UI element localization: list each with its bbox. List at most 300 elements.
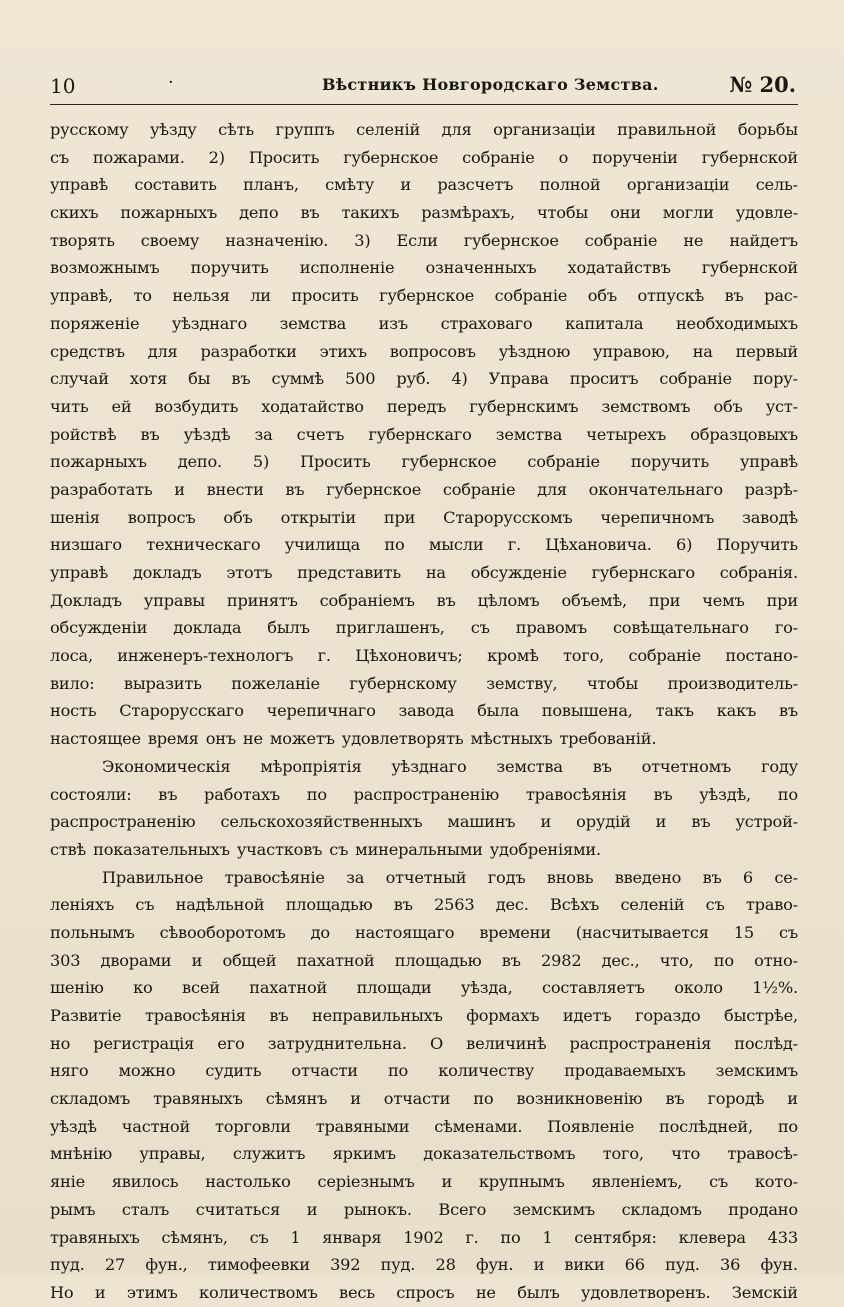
word: земскимъ [512,1199,595,1219]
word: складомъ [621,1199,702,1219]
word: 6) [676,535,693,555]
word: отчетный [385,867,467,887]
text-line [50,282,798,310]
word: объемѣ, [561,590,627,610]
word: уѣздною [498,341,571,361]
word: хотя [129,369,168,389]
word: уѣздѣ [50,1116,97,1136]
word: инженеръ-технологъ [117,646,294,666]
word: случай [50,369,109,389]
text-line [50,1057,798,1085]
word: четырехъ [586,424,667,444]
word: устрой- [735,812,798,832]
word: О [429,1033,444,1053]
word: докладъ [132,563,202,582]
word: составляетъ [542,978,645,998]
word: порученіи [592,147,678,167]
word: количествомъ [199,1282,318,1302]
text-line [50,1113,798,1141]
word: по [500,1227,521,1247]
word: не [683,230,704,250]
word: размѣрахъ, [421,203,516,223]
word: явленіемъ, [591,1172,683,1192]
word: шенію [50,978,104,998]
word: 2563 [434,895,475,915]
word: уст- [765,396,798,416]
word: участковъ [236,839,323,859]
word: возможнымъ [50,258,160,278]
word: ность [50,701,97,721]
word: орудій [576,812,631,832]
word: настоящее [50,729,141,749]
word: просить [291,286,359,306]
word: въ [436,590,456,610]
word: дворами [100,950,172,970]
word: не [475,1282,496,1302]
word: г. [507,535,521,555]
word: 27 [104,1255,126,1275]
word: ствѣ [50,839,87,859]
word: при [383,507,416,527]
word: удовле- [735,203,798,223]
word: отчасти [383,1089,451,1109]
text-line [50,670,798,698]
word: го- [774,618,798,638]
word: организаціи [493,120,596,139]
word: губернское [463,230,559,250]
word: черепичномъ [600,507,715,527]
word: губернской [701,147,798,167]
word: и [306,1199,318,1219]
word: удовлетворять [341,729,464,749]
word: съ [470,618,490,638]
text-line [50,310,798,338]
word: (насчитывается [575,922,709,942]
word: уѣздѣ, [699,784,752,804]
word: неправильныхъ [312,1006,443,1025]
word: управѣ [50,563,109,582]
word: 6 [742,867,754,887]
word: съ [135,895,155,915]
word: нельзя [172,286,230,306]
word: изъ [378,313,408,333]
word: не [242,729,263,749]
word: съ [705,895,725,915]
word: чемъ [702,590,745,610]
word: организаціи [626,175,730,195]
word: какъ [716,701,757,721]
word: уѣзднаго [171,313,248,333]
word: Если [396,230,438,250]
word: пуд. [50,1255,85,1275]
word: фун., [145,1255,188,1275]
word: вики [564,1255,605,1275]
word: Появленіе [547,1116,635,1136]
word: за [254,424,273,444]
word: яркимъ [332,1144,396,1164]
word: кромѣ [487,646,539,666]
word: первый [735,341,798,361]
text-line [50,1002,798,1030]
text-line [50,199,798,227]
word: съ [778,922,798,942]
word: составить [134,175,217,195]
word: губернскаго [591,563,695,582]
word: доклада [173,618,242,638]
text-line [50,891,798,919]
word: группъ [275,120,335,139]
word: при [766,590,798,610]
word: собраніе [584,230,658,250]
word: съ [50,147,69,167]
word: техническаго [146,535,261,555]
word: въ [393,895,413,915]
word: отпускѣ [637,286,705,306]
word: что, [659,950,694,970]
word: Всѣхъ [550,895,600,915]
word: ходатайство [261,396,364,416]
word: былъ [517,1282,560,1302]
word: повышена, [541,701,633,721]
word: обсужденіи [50,618,148,638]
word: о [558,147,569,167]
word: при [648,590,681,610]
word: сѣменами. [434,1116,523,1136]
word: 1½%. [752,978,798,998]
word: завода [398,701,455,721]
word: передъ [386,396,447,416]
word: въ [269,1006,289,1025]
word: работахъ [204,784,280,804]
word: объ [223,507,253,527]
word: Цѣхоновичъ; [355,646,463,666]
word: ли [250,286,271,306]
word: лоса, [50,646,93,666]
text-line [50,808,798,836]
word: собранія. [719,563,798,582]
word: депо. [177,452,222,472]
word: количеству [438,1061,535,1081]
word: былъ [267,618,310,638]
word: русскому [50,120,129,139]
word: губернскаго [368,424,472,444]
word: шенія [50,507,100,527]
word: послѣд- [734,1033,798,1053]
text-line [50,614,798,642]
word: для [441,120,472,139]
word: за [346,867,365,887]
word: площадью [285,895,373,915]
word: депо [239,203,279,223]
word: доказательствомъ [423,1144,576,1164]
word: быстрѣе, [724,1006,798,1025]
word: мѣропріятія [260,756,362,776]
word: и [350,1089,361,1109]
word: вновь [546,867,594,887]
word: мнѣнію [50,1144,113,1164]
word: въ [691,812,711,832]
word: съ [709,1172,729,1192]
word: съ [329,839,349,859]
word: Но [50,1282,74,1302]
word: по [777,784,798,804]
word: земства [496,756,563,776]
word: 303 [50,950,81,970]
word: г. [465,1227,479,1247]
word: судить [205,1061,262,1081]
word: земства [495,424,563,444]
word: 3) [354,230,371,250]
word: требованій. [559,729,657,749]
word: разработать [50,479,153,499]
word: фун. [760,1255,798,1275]
text-line [50,587,798,615]
word: вопросовъ [389,341,476,361]
word: пору- [752,369,798,389]
word: объ [713,396,743,416]
text-line [50,725,798,753]
word: се- [774,867,798,887]
word: Правильное [102,867,204,887]
word: время [147,729,199,749]
text-line [50,947,798,975]
word: для [147,341,178,361]
word: считаться [195,1199,281,1219]
word: управѣ [739,452,798,472]
word: управы [143,590,205,610]
word: явилось [111,1172,179,1192]
word: показательныхъ [93,839,230,859]
word: травяными [315,1116,410,1136]
word: въ [140,424,160,444]
word: распространенію [50,812,196,832]
word: окончательнаго [588,479,723,499]
text-line [50,559,798,587]
body-text [50,116,798,1307]
word: пуд. [665,1255,700,1275]
word: была [477,701,519,721]
word: счетъ [296,424,345,444]
word: исполненіе [299,258,395,278]
word: Старорусскомъ [443,507,573,527]
word: этимъ [126,1282,178,1302]
word: городѣ [707,1089,765,1109]
word: регистрація [93,1033,195,1053]
word: въ [665,1089,685,1109]
word: яніе [50,1172,85,1192]
word: въ [724,286,744,306]
word: чить [50,396,89,416]
word: собраніе [442,479,516,499]
word: удовлетворенъ. [581,1282,711,1302]
word: распространенію [353,784,500,804]
word: надѣльной [175,895,265,915]
word: г. [317,646,331,666]
word: складомъ [50,1089,131,1109]
word: 4) [451,369,468,389]
word: уѣзднаго [391,756,467,776]
text-line [50,393,798,421]
word: назначенію. [225,230,329,250]
word: низшаго [50,535,122,555]
word: и [191,950,203,970]
word: обсужденіе [470,563,567,582]
word: 1 [542,1227,553,1247]
word: по [384,535,405,555]
text-line [50,476,798,504]
word: сѣть [218,120,254,139]
word: Развитіе [50,1006,122,1025]
word: принятъ [226,590,298,610]
word: собраніе [628,646,701,666]
word: проситъ [569,369,639,389]
word: собраніемъ [319,590,415,610]
word: отчетномъ [641,756,732,776]
word: то [133,286,152,306]
word: въ [702,867,722,887]
word: этотъ [226,563,273,582]
word: правомъ [515,618,587,638]
word: няго [50,1061,89,1081]
word: управы, [139,1144,206,1164]
text-line [50,531,798,559]
text-line [50,1224,798,1252]
text-line [50,116,798,144]
word: и [540,812,552,832]
word: всей [182,978,220,998]
word: 433 [767,1227,798,1247]
text-line [50,781,798,809]
word: сель- [755,175,798,195]
word: травяныхъ [153,1089,243,1109]
word: состояли: [50,784,132,804]
word: они [610,203,641,223]
page-number: 10 [50,74,76,98]
word: 1902 [403,1227,444,1247]
word: выразить [123,673,202,693]
word: губернской [701,258,798,278]
word: пожеланіе [231,673,320,693]
word: пахатной [296,950,375,970]
word: найдетъ [729,230,798,250]
word: означенныхъ [425,258,537,278]
word: времени [479,922,551,942]
word: дес., [601,950,640,970]
word: отчасти [291,1061,358,1081]
word: средствъ [50,341,125,361]
word: рас- [764,286,798,306]
text-line [50,504,798,532]
word: году [761,756,798,776]
word: ко [133,978,153,998]
word: чтобы [587,673,639,693]
word: но [50,1033,71,1053]
word: страховаго [440,313,533,333]
word: внести [206,479,264,499]
word: собраніе [462,147,535,167]
word: по [306,784,327,804]
word: сентября: [574,1227,657,1247]
word: послѣдней, [659,1116,753,1136]
word: поручить [190,258,269,278]
word: съ [249,1227,269,1247]
word: селеній [356,120,421,139]
word: въ [653,784,673,804]
word: минеральными [355,839,483,859]
word: площади [356,978,432,998]
word: руб. [396,369,431,389]
word: и [533,1255,545,1275]
word: Управа [488,369,549,389]
word: травосѣ- [727,1144,798,1164]
word: управою, [593,341,670,361]
text-line [50,171,798,199]
word: Докладъ [50,590,122,610]
text-line [50,1168,798,1196]
word: машинъ [447,812,516,832]
word: введено [614,867,682,887]
word: сталъ [121,1199,170,1219]
word: января [322,1227,382,1247]
word: губернскому [349,673,457,693]
word: земства [279,313,347,333]
word: торговли [214,1116,291,1136]
word: въ [231,369,251,389]
word: такъ [655,701,694,721]
word: въ [300,203,320,223]
word: тимофеевки [207,1255,310,1275]
word: Старорусскаго [119,701,244,721]
word: такихъ [341,203,400,223]
word: Просить [300,452,371,472]
header-separator: · [168,72,174,93]
word: могли [662,203,714,223]
word: суммѣ [271,369,324,389]
word: на [425,563,446,582]
word: Поручить [716,535,798,555]
word: училища [284,535,361,555]
word: и [94,1282,106,1302]
word: 15 [733,922,754,942]
word: того, [602,1144,644,1164]
word: на [692,341,713,361]
word: кото- [754,1172,798,1192]
text-line [50,227,798,255]
text-line [50,1279,798,1307]
word: въ [778,701,798,721]
word: отно- [754,950,798,970]
word: представить [297,563,402,582]
word: капитала [565,313,644,333]
word: уѣзда, [460,978,513,998]
text-line [50,974,798,1002]
word: рымъ [50,1199,96,1219]
word: борьбы [737,120,798,139]
word: спросъ [396,1282,455,1302]
text-line [50,365,798,393]
word: 1 [290,1227,301,1247]
text-line [50,919,798,947]
running-header [50,68,798,105]
word: постано- [725,646,798,666]
word: пуд. [380,1255,416,1275]
word: цѣломъ [477,590,540,610]
word: земству, [486,673,558,693]
word: пахатной [249,978,328,998]
word: этихъ [319,341,367,361]
word: мысли [428,535,484,555]
word: открытіи [280,507,356,527]
